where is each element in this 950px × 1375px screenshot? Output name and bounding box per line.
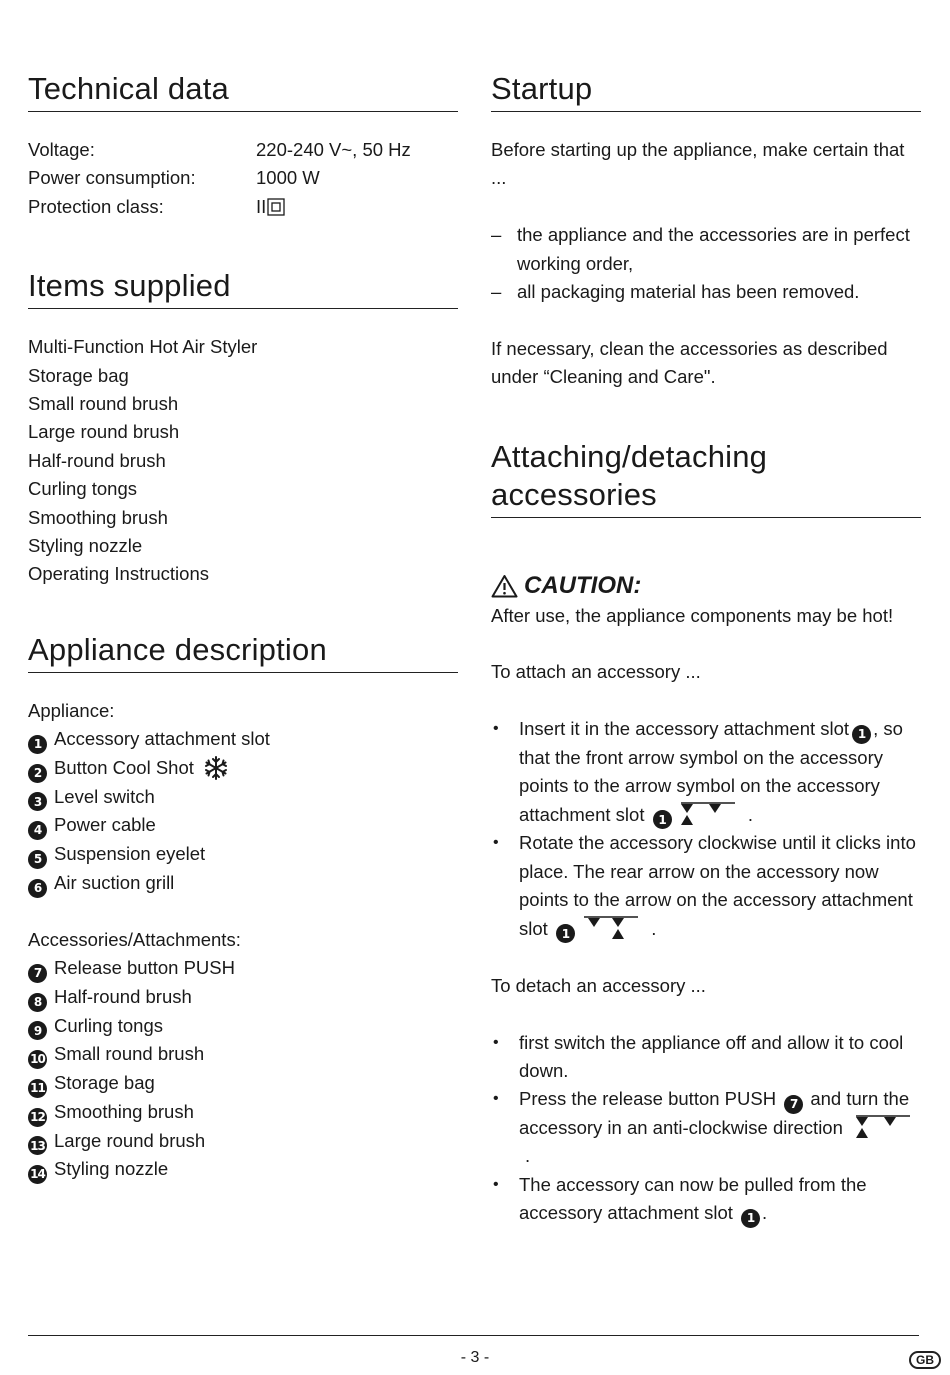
part-label: Power cable bbox=[54, 814, 156, 836]
list-item: Multi-Function Hot Air Styler bbox=[28, 336, 258, 358]
part-item bbox=[28, 725, 458, 754]
tech-row-power bbox=[28, 164, 458, 192]
number-badge: 1 bbox=[653, 810, 672, 829]
tech-row-voltage bbox=[28, 136, 458, 164]
number-badge: 5 bbox=[28, 850, 47, 869]
number-badge: 10 bbox=[28, 1050, 47, 1069]
accessory-item bbox=[28, 1012, 458, 1041]
part-label: Button Cool Shot bbox=[54, 756, 194, 778]
language-badge: GB bbox=[909, 1351, 941, 1369]
accessories-label: Accessories/Attachments: bbox=[28, 928, 241, 950]
snowflake-icon bbox=[203, 755, 229, 781]
startup-intro: Before starting up the appliance, make certain that bbox=[491, 139, 905, 160]
number-badge: 3 bbox=[28, 792, 47, 811]
footer-divider bbox=[28, 1335, 919, 1336]
tech-value: 1000 W bbox=[256, 167, 320, 189]
part-item bbox=[28, 840, 458, 869]
list-item: Large round brush bbox=[28, 421, 180, 443]
part-item bbox=[28, 783, 458, 812]
bullet-item: • Insert it in the accessory attachment slot 1 , so that the front arrow symbol on the accessory points to the arrow symbol on the accessory attachment slot 1 . bbox=[491, 715, 921, 829]
dash-item: – all packaging material has been removed. bbox=[491, 278, 921, 306]
accessory-item bbox=[28, 1069, 458, 1098]
number-badge: 1 bbox=[852, 725, 871, 744]
list-item: Storage bag bbox=[28, 364, 129, 386]
warning-triangle-icon bbox=[491, 574, 518, 598]
number-badge: 1 bbox=[28, 735, 47, 754]
number-badge: 7 bbox=[784, 1095, 803, 1114]
number-badge: 7 bbox=[28, 964, 47, 983]
dash-text: the appliance and the accessories are in perfect bbox=[517, 224, 910, 246]
accessory-label: Half-round brush bbox=[54, 986, 192, 1007]
tech-key: Protection class: bbox=[28, 195, 164, 217]
accessory-item bbox=[28, 1098, 458, 1127]
to-detach-label: To detach an accessory ... bbox=[491, 974, 706, 996]
part-item bbox=[28, 869, 458, 898]
tech-key: Voltage: bbox=[28, 139, 95, 160]
list-item: Operating Instructions bbox=[28, 563, 209, 585]
clean-note: If necessary, clean the accessories as described bbox=[491, 337, 888, 359]
part-item bbox=[28, 754, 458, 783]
hot-warning: After use, the appliance components may be hot! bbox=[491, 604, 894, 626]
accessory-item bbox=[28, 983, 458, 1012]
technical-data-heading: Technical data bbox=[28, 70, 458, 112]
protection-class-value: II bbox=[256, 195, 267, 217]
list-item: Half-round brush bbox=[28, 449, 166, 471]
tech-value: 220-240 V~, 50 Hz bbox=[256, 139, 411, 160]
caution-heading bbox=[491, 570, 921, 602]
items-supplied-heading: Items supplied bbox=[28, 267, 458, 309]
tech-row-protection bbox=[28, 193, 458, 221]
number-badge: 12 bbox=[28, 1108, 47, 1127]
accessory-label: Small round brush bbox=[54, 1043, 205, 1065]
appliance-description-heading: Appliance description bbox=[28, 631, 458, 673]
accessory-label: Large round brush bbox=[54, 1129, 206, 1151]
accessory-label: Curling tongs bbox=[54, 1014, 164, 1036]
number-badge: 14 bbox=[28, 1165, 47, 1184]
caution-label: CAUTION: bbox=[524, 571, 642, 599]
part-label: Level switch bbox=[54, 785, 155, 807]
part-item bbox=[28, 811, 458, 840]
part-label: Air suction grill bbox=[54, 871, 175, 893]
accessory-item bbox=[28, 954, 458, 983]
accessory-item bbox=[28, 1127, 458, 1156]
bullet-item: • first switch the appliance off and allow it to cool down. bbox=[493, 1031, 904, 1081]
startup-intro-ellipsis: ... bbox=[491, 167, 507, 189]
accessory-label: Styling nozzle bbox=[54, 1158, 169, 1180]
to-attach-label: To attach an accessory ... bbox=[491, 661, 701, 683]
list-item: Curling tongs bbox=[28, 478, 138, 500]
part-label: Accessory attachment slot bbox=[54, 728, 270, 750]
dash-text: all packaging material has been removed. bbox=[517, 281, 860, 303]
number-badge: 1 bbox=[556, 924, 575, 943]
dash-text: working order, bbox=[517, 252, 634, 274]
tech-value bbox=[256, 193, 285, 221]
startup-heading: Startup bbox=[491, 70, 921, 112]
tech-key: Power consumption: bbox=[28, 167, 196, 189]
bullet-item: • The accessory can now be pulled from the accessory attachment slot 1 . bbox=[491, 1171, 921, 1228]
right-column bbox=[491, 70, 921, 1228]
part-label: Suspension eyelet bbox=[54, 843, 206, 865]
list-item: Styling nozzle bbox=[28, 535, 143, 557]
number-badge: 1 bbox=[741, 1209, 760, 1228]
clean-note: under “Cleaning and Care". bbox=[491, 366, 716, 388]
attaching-heading: Attaching/detaching accessories bbox=[491, 438, 921, 518]
accessory-item bbox=[28, 1040, 458, 1069]
page-number: - 3 - bbox=[460, 1349, 490, 1366]
accessory-item bbox=[28, 1155, 458, 1184]
number-badge: 13 bbox=[28, 1136, 47, 1155]
number-badge: 2 bbox=[28, 764, 47, 783]
bullet-item: • Press the release button PUSH 7 and turn the accessory in an anti-clockwise direction . bbox=[491, 1085, 921, 1171]
number-badge: 4 bbox=[28, 821, 47, 840]
accessory-label: Smoothing brush bbox=[54, 1100, 194, 1122]
dash-item: – the appliance and the accessories are in perfect working order, bbox=[491, 224, 910, 274]
number-badge: 6 bbox=[28, 879, 47, 898]
items-list bbox=[28, 333, 458, 589]
arrow-symbol-rotate-icon bbox=[582, 915, 640, 941]
list-item: Smoothing brush bbox=[28, 506, 168, 528]
double-insulation-icon bbox=[267, 198, 285, 216]
accessory-label: Storage bag bbox=[54, 1072, 155, 1094]
left-column bbox=[28, 70, 458, 1184]
bullet-item: • Rotate the accessory clockwise until it clicks into place. The rear arrow on the accessory now points to the arrow on the accessory attachment slot 1 . bbox=[491, 829, 921, 943]
arrow-symbol-detach-icon bbox=[854, 1114, 912, 1140]
number-badge: 8 bbox=[28, 993, 47, 1012]
number-badge: 9 bbox=[28, 1021, 47, 1040]
accessory-label: Release button PUSH bbox=[54, 957, 235, 979]
arrow-symbol-attach-icon bbox=[679, 801, 737, 827]
list-item: Small round brush bbox=[28, 393, 179, 415]
number-badge: 11 bbox=[28, 1079, 47, 1098]
appliance-label: Appliance: bbox=[28, 699, 115, 721]
